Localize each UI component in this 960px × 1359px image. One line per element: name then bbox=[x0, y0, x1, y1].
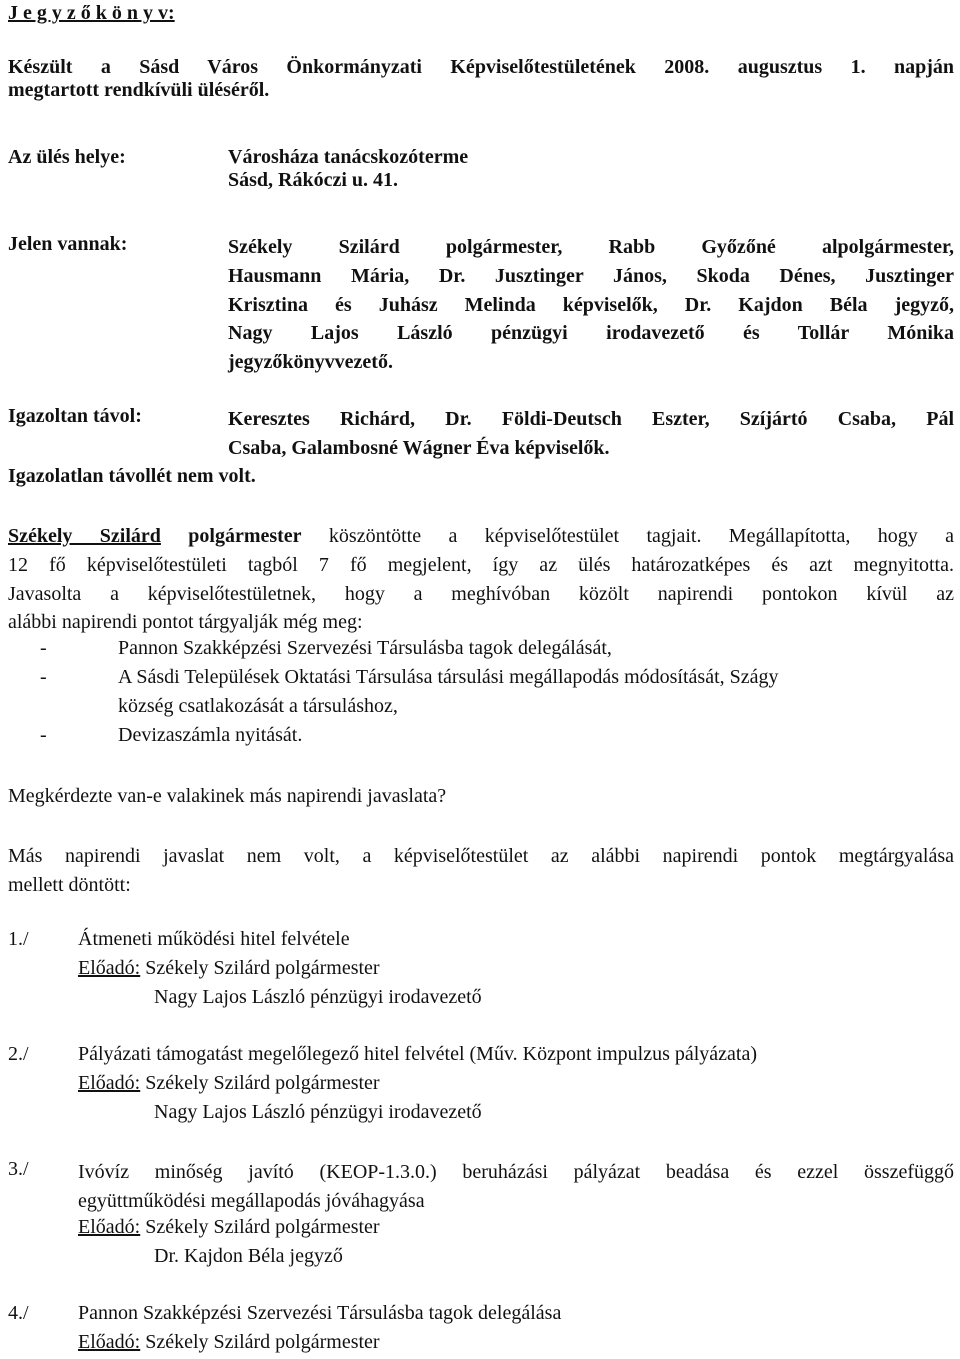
excused-value bbox=[228, 405, 954, 463]
agenda-presenter bbox=[78, 1331, 380, 1354]
presenter-name: Székely Szilárd polgármester bbox=[140, 957, 380, 979]
opening-paragraph bbox=[8, 522, 954, 637]
agenda-presenter bbox=[78, 1072, 380, 1095]
bullet-dash: - bbox=[40, 724, 47, 746]
opening-line-3: Javasolta a képviselőtestületnek, hogy a meghívóban közölt napirendi pontokon kívül az bbox=[8, 582, 954, 605]
mayor-title: polgármester bbox=[188, 525, 302, 547]
agenda-number: 1./ bbox=[8, 928, 29, 950]
agenda-number: 2./ bbox=[8, 1043, 29, 1065]
agenda-title-line-2: együttműködési megállapodás jóváhagyása bbox=[78, 1189, 425, 1212]
presenter-label: Előadó: bbox=[78, 957, 141, 979]
agenda-title bbox=[78, 1158, 954, 1216]
agenda-title: Pályázati támogatást megelőlegező hitel felvétel (Műv. Központ impulzus pályázata) bbox=[78, 1043, 758, 1065]
present-line-1: Székely Szilárd polgármester, Rabb Győzőné alpolgármester, bbox=[228, 236, 954, 258]
present-line-3: Krisztina és Juhász Melinda képviselők, Dr. Kajdon Béla jegyző, bbox=[228, 293, 954, 316]
bullet-item-2-cont: község csatlakozását a társuláshoz, bbox=[118, 695, 398, 717]
bullet-dash: - bbox=[40, 666, 47, 688]
presenter-name: Székely Szilárd polgármester bbox=[140, 1331, 380, 1353]
present-line-2: Hausmann Mária, Dr. Jusztinger János, Skoda Dénes, Jusztinger bbox=[228, 264, 954, 287]
agenda-presenter bbox=[78, 1216, 380, 1239]
bullet-item-2: A Sásdi Települések Oktatási Társulása társulási megállapodás módosítását, Szágy bbox=[118, 666, 779, 688]
decision-line-1: Más napirendi javaslat nem volt, a képviselőtestület az alábbi napirendi pontok megtárgyalása bbox=[8, 845, 954, 867]
present-value bbox=[228, 233, 954, 377]
present-line-5: jegyzőkönyvvezető. bbox=[228, 351, 393, 374]
place-line-1: Városháza tanácskozóterme bbox=[228, 146, 469, 168]
intro-paragraph bbox=[8, 56, 954, 102]
agenda-number: 4./ bbox=[8, 1302, 29, 1324]
intro-line-1: Készült a Sásd Város Önkormányzati Képviselőtestületének 2008. augusztus 1. napján bbox=[8, 56, 954, 78]
mayor-name: Székely Szilárd bbox=[8, 525, 161, 547]
question-text: Megkérdezte van-e valakinek más napirendi javaslata? bbox=[8, 785, 447, 807]
opening-text: köszöntötte a képviselőtestület tagjait. Megállapította, hogy a bbox=[301, 525, 955, 547]
excused-label: Igazoltan távol: bbox=[8, 405, 142, 427]
place-value bbox=[228, 146, 954, 192]
place-label: Az ülés helye: bbox=[8, 146, 126, 168]
presenter-label: Előadó: bbox=[78, 1331, 141, 1353]
presenter-name: Székely Szilárd polgármester bbox=[140, 1216, 380, 1238]
presenter-label: Előadó: bbox=[78, 1072, 141, 1094]
agenda-title: Átmeneti működési hitel felvétele bbox=[78, 928, 350, 950]
decision-paragraph bbox=[8, 842, 954, 900]
bullet-dash: - bbox=[40, 637, 47, 659]
opening-line-2: 12 fő képviselőtestületi tagból 7 fő megjelent, így az ülés határozatképes és azt megnyitotta. bbox=[8, 553, 954, 576]
bullet-item-1: Pannon Szakképzési Szervezési Társulásba tagok delegálását, bbox=[118, 637, 612, 659]
excused-line-2: Csaba, Galambosné Wágner Éva képviselők. bbox=[228, 436, 610, 459]
excused-line-1: Keresztes Richárd, Dr. Földi-Deutsch Eszter, Szíjártó Csaba, Pál bbox=[228, 408, 954, 430]
agenda-title: Pannon Szakképzési Szervezési Társulásba tagok delegálása bbox=[78, 1302, 562, 1324]
present-label: Jelen vannak: bbox=[8, 233, 128, 255]
agenda-title-line-1: Ivóvíz minőség javító (KEOP-1.3.0.) beruházási pályázat beadása és ezzel összefüggő bbox=[78, 1161, 954, 1183]
intro-line-2: megtartott rendkívüli üléséről. bbox=[8, 79, 270, 101]
agenda-co-presenter: Dr. Kajdon Béla jegyző bbox=[154, 1245, 343, 1267]
unexcused-note: Igazolatlan távollét nem volt. bbox=[8, 465, 256, 487]
agenda-co-presenter: Nagy Lajos László pénzügyi irodavezető bbox=[154, 1101, 482, 1123]
decision-line-2: mellett döntött: bbox=[8, 873, 131, 896]
opening-line-4: alábbi napirendi pontot tárgyalják még meg: bbox=[8, 611, 363, 634]
presenter-name: Székely Szilárd polgármester bbox=[140, 1072, 380, 1094]
present-line-4: Nagy Lajos László pénzügyi irodavezető és Tollár Mónika bbox=[228, 322, 954, 345]
place-line-2: Sásd, Rákóczi u. 41. bbox=[228, 169, 399, 191]
agenda-co-presenter: Nagy Lajos László pénzügyi irodavezető bbox=[154, 986, 482, 1008]
bullet-item-3: Devizaszámla nyitását. bbox=[118, 724, 303, 746]
agenda-number: 3./ bbox=[8, 1158, 29, 1180]
opening-line-1 bbox=[8, 522, 954, 551]
presenter-label: Előadó: bbox=[78, 1216, 141, 1238]
document-title: J e g y z ő k ö n y v: bbox=[8, 2, 175, 24]
agenda-presenter bbox=[78, 957, 380, 980]
